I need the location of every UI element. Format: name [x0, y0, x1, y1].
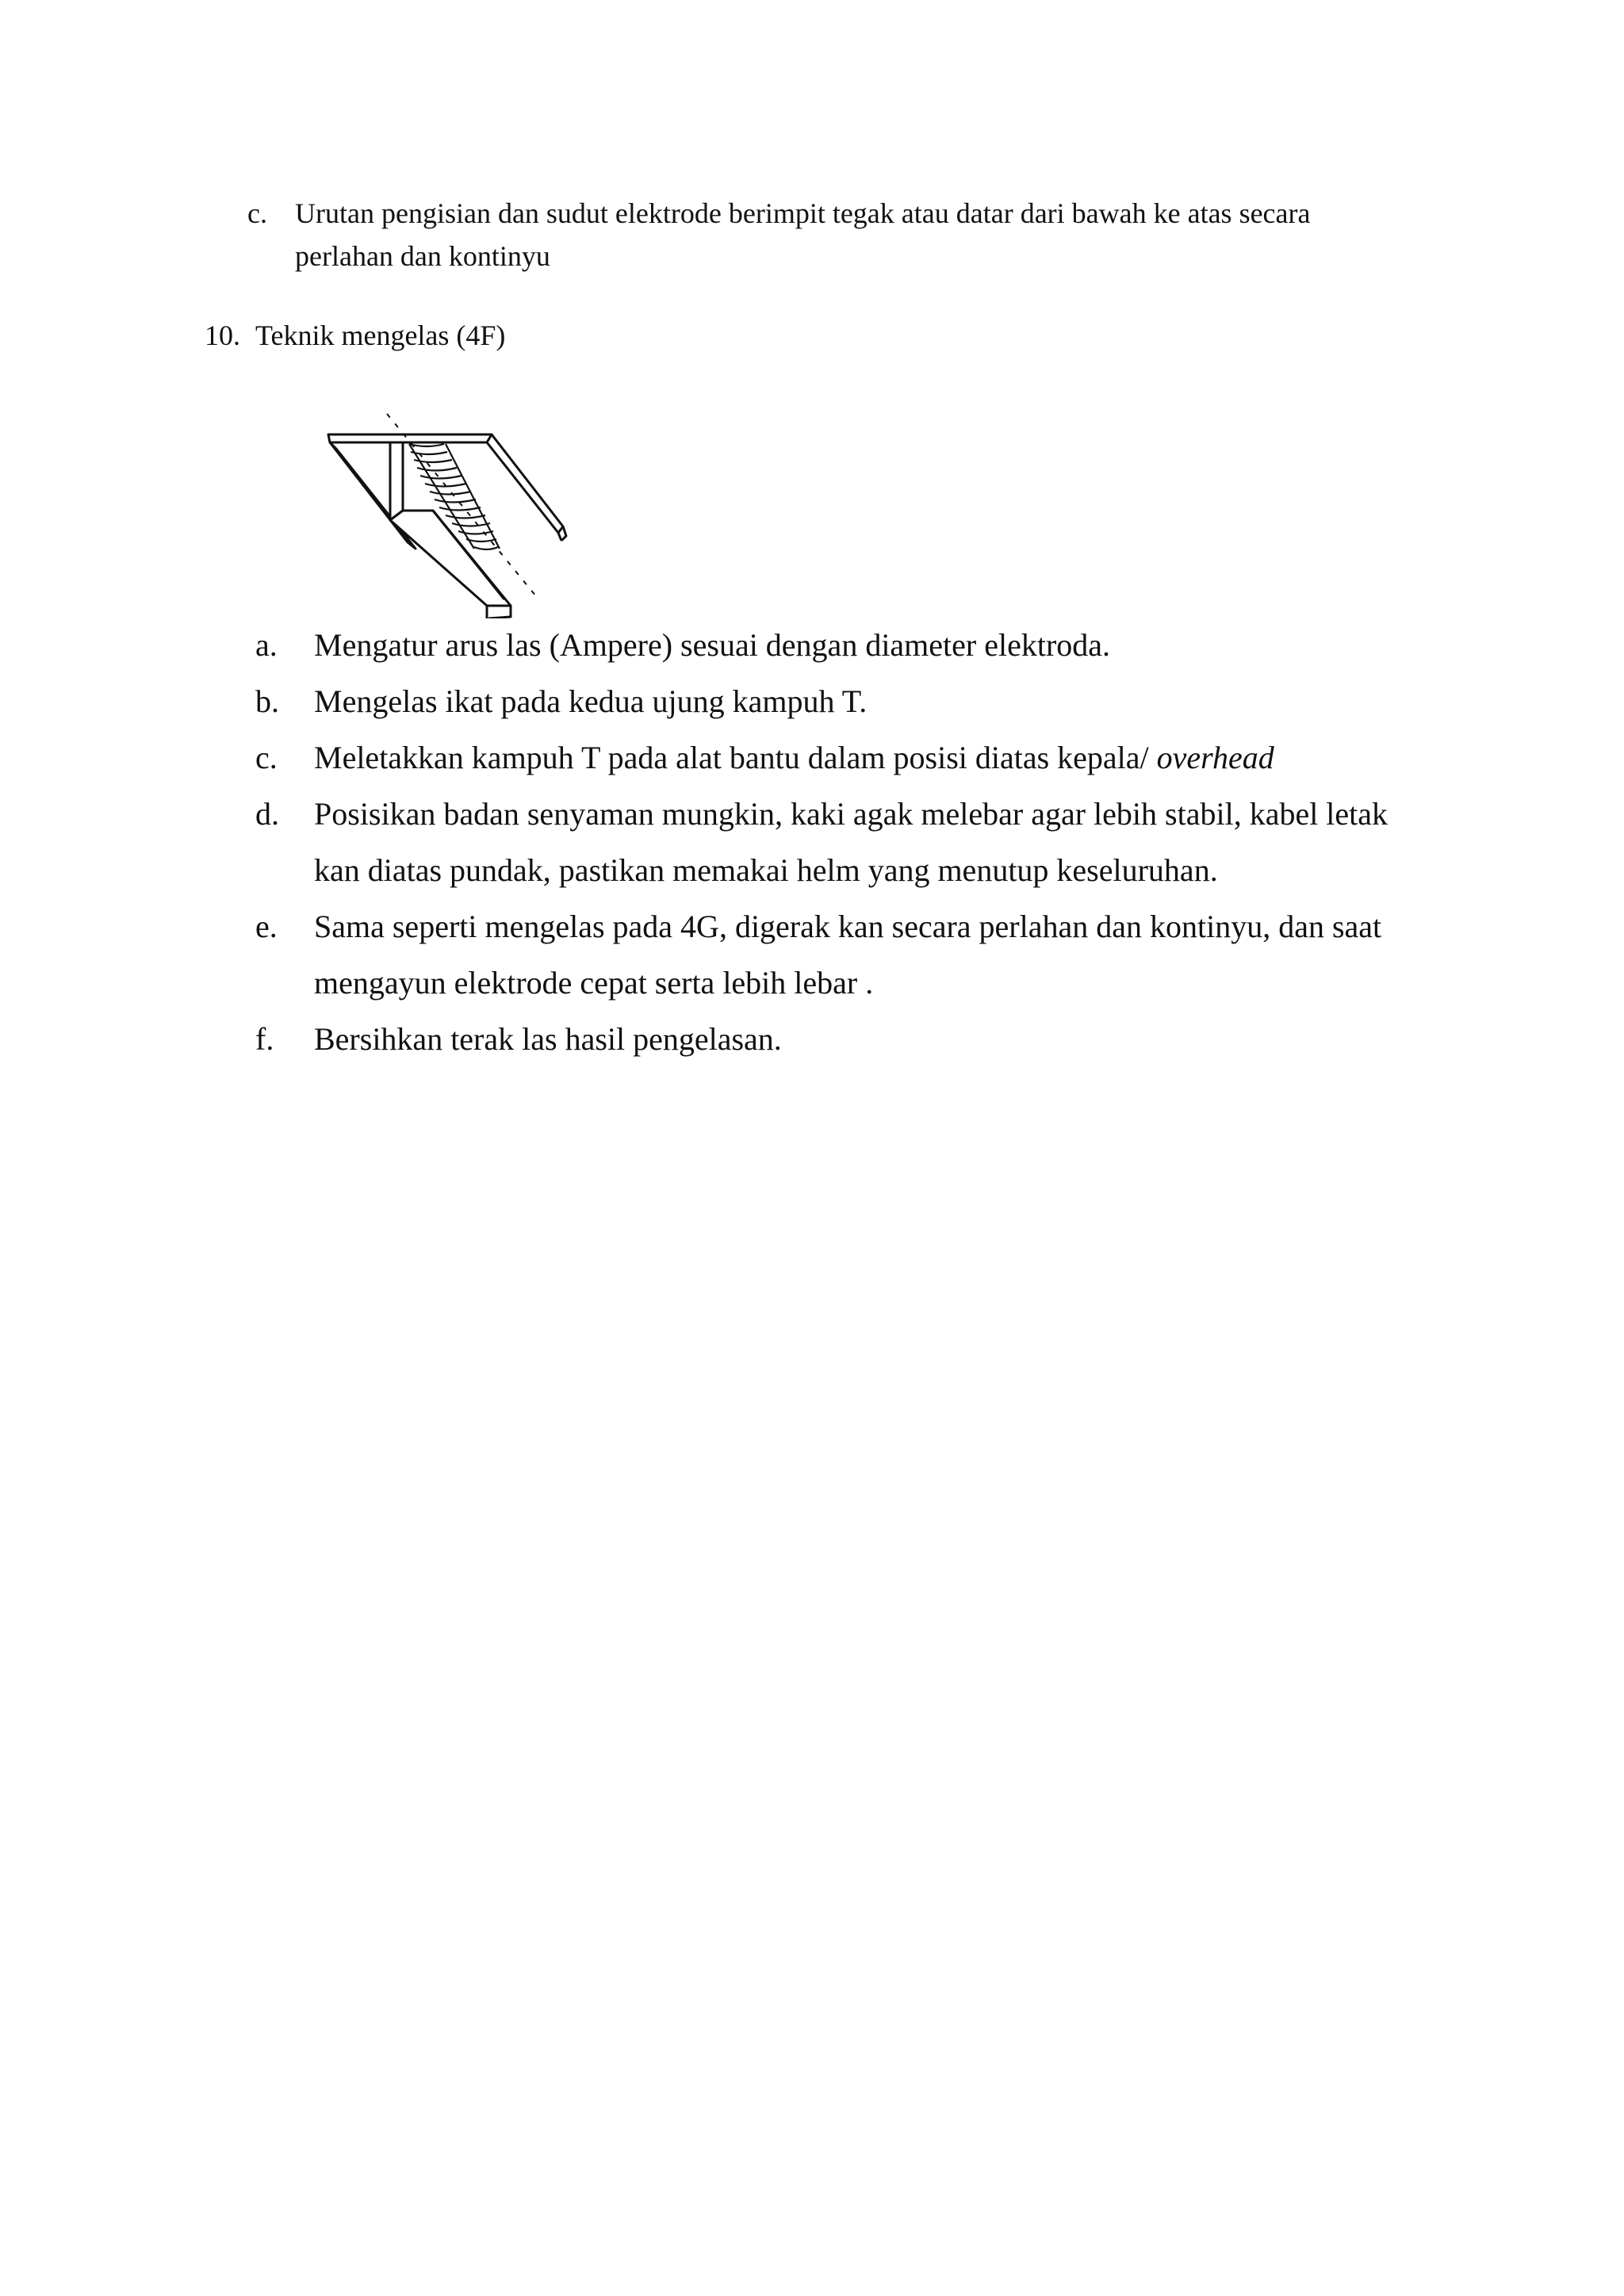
- list-marker: c.: [255, 740, 278, 775]
- list-marker: a.: [255, 627, 278, 663]
- list-item-text: Bersihkan terak las hasil pengelasan.: [314, 1021, 782, 1057]
- list-item-text-line1: Sama seperti mengelas pada 4G, digerak kan secara perlahan dan kontinyu, dan saat: [314, 909, 1382, 944]
- steps-list: [251, 617, 1480, 1067]
- list-item: [251, 786, 1480, 898]
- list-item: [251, 729, 1480, 786]
- list-item-text: Mengatur arus las (Ampere) sesuai dengan diameter elektroda.: [314, 627, 1111, 663]
- list-item-text-line1: Posisikan badan senyaman mungkin, kaki agak melebar agar lebih stabil, kabel letak: [314, 796, 1388, 832]
- list-item-text-line2: mengayun elektrode cepat serta lebih lebar .: [314, 965, 874, 1001]
- section-number: 10.: [205, 320, 240, 351]
- section-title: Teknik mengelas (4F): [255, 320, 506, 351]
- list-item: [251, 673, 1480, 729]
- list-item-text: [314, 729, 1480, 786]
- list-item-text: Mengelas ikat pada kedua ujung kampuh T.: [314, 683, 868, 719]
- list-item-c-text-line2: perlahan dan kontinyu: [295, 240, 550, 272]
- list-marker: d.: [255, 796, 279, 832]
- list-item-text-main: Meletakkan kampuh T pada alat bantu dalam posisi diatas kepala/: [314, 740, 1157, 775]
- list-item: [251, 1011, 1480, 1067]
- emphasis-text: overhead: [1156, 740, 1274, 775]
- list-marker: b.: [255, 683, 279, 719]
- list-marker: e.: [255, 909, 278, 944]
- list-item-c-text-line1: Urutan pengisian dan sudut elektrode berimpit tegak atau datar dari bawah ke atas secara: [295, 197, 1311, 229]
- list-item: [251, 898, 1480, 1011]
- list-marker: f.: [255, 1021, 274, 1057]
- list-item-c-label: c.: [247, 197, 267, 229]
- list-item-text-line2: kan diatas pundak, pastikan memakai helm yang menutup keseluruhan.: [314, 852, 1218, 888]
- list-item: [251, 617, 1480, 673]
- overhead-fillet-weld-illustration: [320, 409, 574, 618]
